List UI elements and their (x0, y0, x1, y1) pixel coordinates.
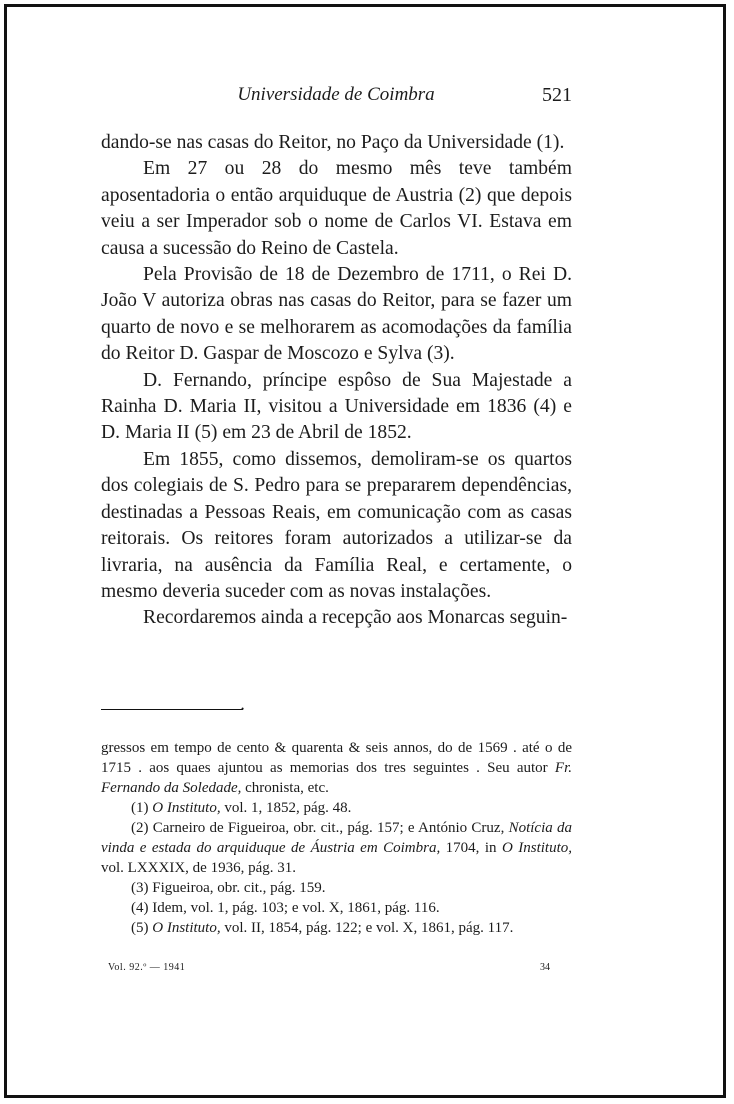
footnote-separator (101, 709, 243, 710)
separator-dot: • (241, 704, 245, 714)
paragraph: Em 27 ou 28 do mesmo mês teve também aposentadoria o então arquiduque de Austria (2) que depois veiu a ser Imperador sob o nome de Carlos VI. Estava em causa a sucessão do Reino de Castela. (101, 158, 572, 259)
footnote-ref: (1). (536, 132, 565, 153)
footnote-continuation: gressos em tempo de cento & quarenta & seis annos, do de 1569 . até o de 1715 . aos quaes ajuntou as memorias dos tres seguintes . Seu autor Fr. Fernando da Soledade, chronista, etc. (101, 740, 572, 796)
footnote-ref: (5) (194, 422, 218, 444)
paragraph: D. Fernando, príncipe espôso de Sua Majestade a Rainha D. Maria II, visitou a Universidade em 1836 (4) e D. Maria II (5) em 23 de Abril de 1852. (101, 369, 572, 444)
footnote-5: (5) O Instituto, vol. II, 1854, pág. 122; e vol. X, 1861, pág. 117. (131, 920, 514, 936)
footnote-1: (1) O Instituto, vol. 1, 1852, pág. 48. (131, 800, 352, 816)
page-number: 521 (542, 84, 572, 106)
footnote-3: (3) Figueiroa, obr. cit., pág. 159. (131, 880, 326, 896)
footnote-ref: (2) (458, 184, 482, 206)
paragraph: Recordaremos ainda a recepção aos Monarcas seguin- (143, 607, 568, 629)
footnote-4: (4) Idem, vol. 1, pág. 103; e vol. X, 1861, pág. 116. (131, 900, 440, 916)
paragraph: Pela Provisão de 18 de Dezembro de 1711, o Rei D. João V autoriza obras nas casas do Reitor, para se fazer um quarto de novo e se melhorarem as acomodações da família do Reitor D. Gaspar de Moscozo e Sylva (3). (101, 264, 572, 365)
footnote-ref: (4) (533, 396, 557, 418)
signature-mark: 34 (540, 962, 550, 973)
page-footer (108, 962, 550, 978)
footnote-ref: (3). (426, 343, 455, 365)
footnote-2: (2) Carneiro de Figueiroa, obr. cit., pág. 157; e António Cruz, Notícia da vinda e estada do arquiduque de Áustria em Coimbra, 1704, in O Instituto, vol. LXXXIX, de 1936, pág. 31. (101, 820, 573, 876)
running-title: Universidade de Coimbra (237, 84, 435, 105)
footnotes (101, 738, 572, 938)
paragraph: Em 1855, como dissemos, demoliram-se os quartos dos colegiais de S. Pedro para se prepararem dependências, destinadas a Pessoas Reais, em comunicação com as casas reitorais. Os reitores foram autorizados a utilizar-se da livraria, na ausência da Família Real, e certamente, o mesmo deveria suceder com as novas instalações. (101, 448, 572, 602)
paragraph: dando-se nas casas do Reitor, no Paço da Universidade (1). (101, 132, 565, 153)
main-text (101, 130, 572, 632)
running-header (100, 84, 572, 114)
volume-line: Vol. 92.º — 1941 (108, 962, 186, 973)
